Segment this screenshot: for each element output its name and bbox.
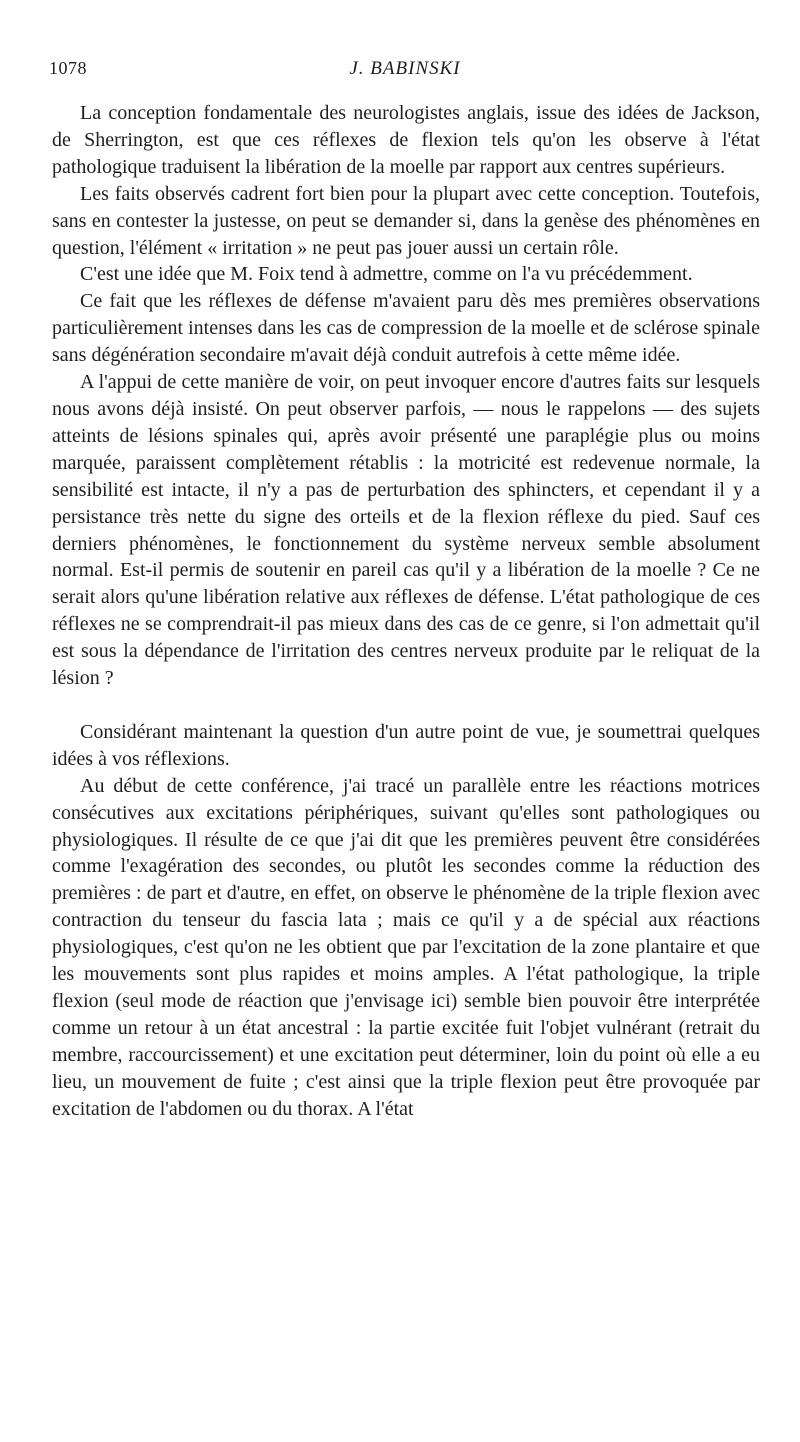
- paragraph: A l'appui de cette manière de voir, on peut invoquer encore d'autres faits sur lesquels nous avons déjà insisté. On peut observer parfois, — nous le rappelons — des sujets atteints de lésions spinales qui, après avoir présenté une paraplégie plus ou moins marquée, paraissent complètement rétablis : la motricité est redevenue normale, la sensibilité est intacte, il n'y a pas de perturbation des sphincters, et cependant il y a persistance très nette du signe des orteils et de la flexion réflexe du pied. Sauf ces derniers phénomènes, le fonctionnement du système nerveux semble absolument normal. Est-il permis de soutenir en pareil cas qu'il y a libération de la moelle ? Ce ne serait alors qu'une libération relative aux réflexes de défense. L'état pathologique de ces réflexes ne se comprendrait-il pas mieux dans des cas de ce genre, si l'on admettait qu'il est sous la dépendance de l'irritation des centres nerveux produite par le reliquat de la lésion ?: [52, 371, 760, 690]
- paragraph: La conception fondamentale des neurologistes anglais, issue des idées de Jackson, de Sherrington, est que ces réflexes de flexion tels qu'on les observe à l'état pathologique traduisent la libération de la moelle par rapport aux centres supérieurs.: [52, 102, 760, 178]
- paragraph: Au début de cette conférence, j'ai tracé un parallèle entre les réactions motrices consécutives aux excitations périphériques, suivant qu'elles sont pathologiques ou physiologiques. Il résulte de ce que j'ai dit que les premières peuvent être considérées comme l'exagération des secondes, ou plutôt les secondes comme la réduction des premières : de part et d'autre, en effet, on observe le phénomène de la triple flexion avec contraction du tenseur du fascia lata ; mais ce qu'il y a de spécial aux réactions physiologiques, c'est qu'on ne les obtient que par l'excitation de la zone plantaire et que les mouvements sont plus rapides et moins amples. A l'état pathologique, la triple flexion (seul mode de réaction que j'envisage ici) semble bien pouvoir être interprétée comme un retour à un état ancestral : la partie excitée fuit l'objet vulnérant (retrait du membre, raccourcissement) et une excitation peut déterminer, loin du point où elle a eu lieu, un mouvement de fuite ; c'est ainsi que la triple flexion peut être provoquée par excitation de l'abdomen ou du thorax. A l'état: [52, 774, 760, 1120]
- paragraph: C'est une idée que M. Foix tend à admettre, comme on l'a vu précédemment.: [80, 263, 693, 286]
- paragraph: Les faits observés cadrent fort bien pour la plupart avec cette conception. Toutefois, sans en contester la justesse, on peut se demander si, dans la genèse des phénomènes en question, l'élément « irritation » ne peut pas jouer aussi un certain rôle.: [52, 182, 760, 259]
- paragraph: Ce fait que les réflexes de défense m'avaient paru dès mes premières observations particulièrement intenses dans les cas de compression de la moelle et de sclérose spinale sans dégénération secondaire m'avait déjà conduit autrefois à cette même idée.: [52, 290, 760, 367]
- running-head: J. BABINSKI: [349, 58, 461, 79]
- page-header: [49, 58, 761, 82]
- body-text: [52, 100, 760, 1123]
- page-number: 1078: [49, 58, 87, 78]
- paragraph: Considérant maintenant la question d'un autre point de vue, je soumettrai quelques idées à vos réflexions.: [52, 720, 760, 770]
